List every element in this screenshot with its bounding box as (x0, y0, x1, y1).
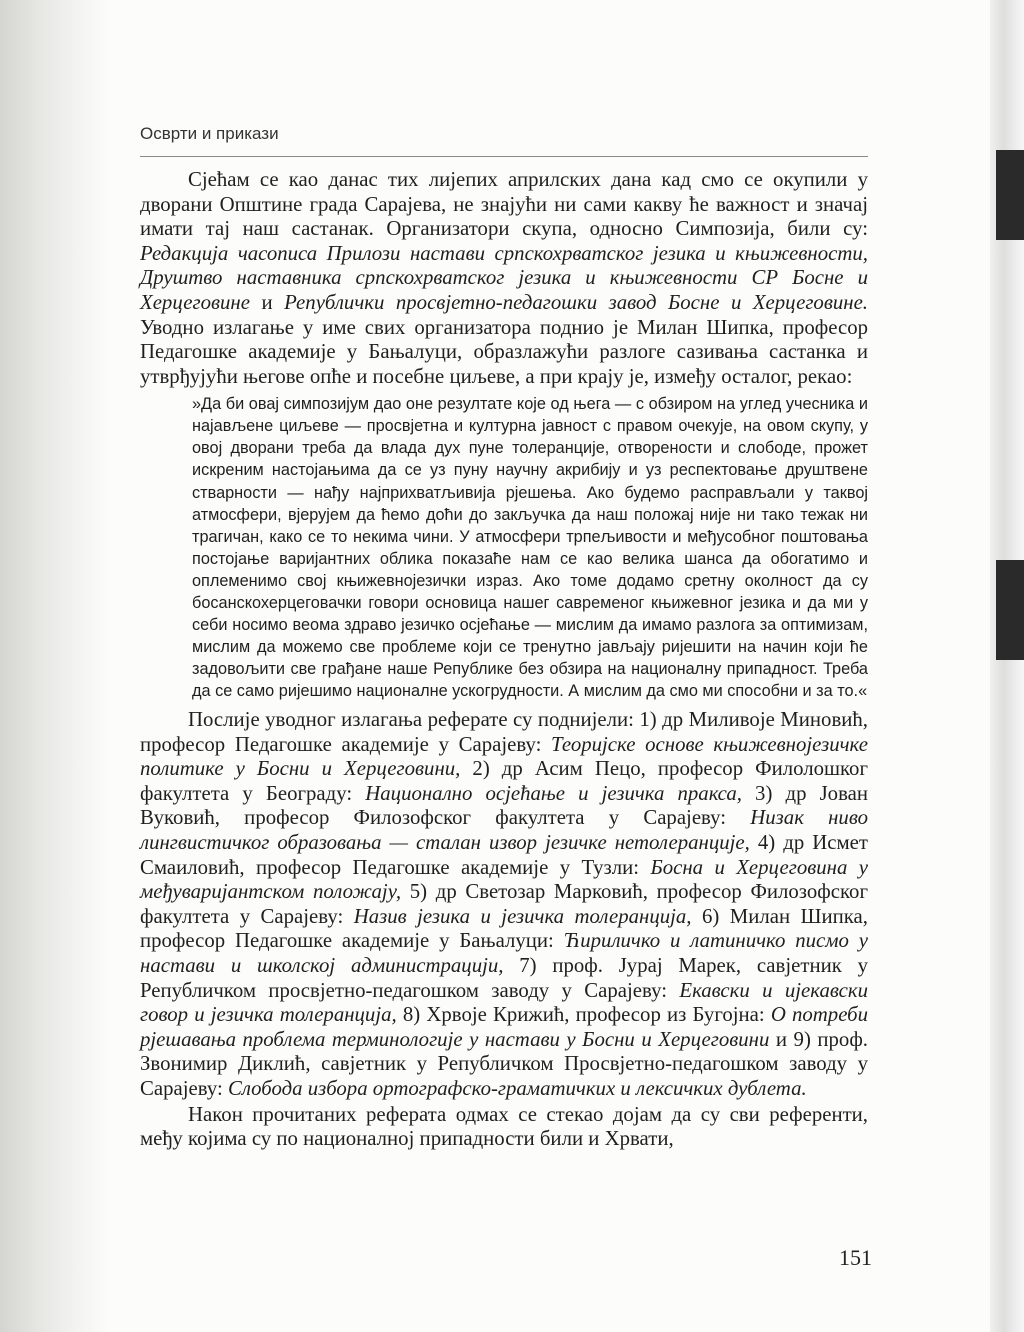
book-gutter-shadow (0, 0, 110, 1332)
header-rule (140, 156, 868, 157)
running-header: Осврти и прикази (140, 124, 279, 143)
edge-mark (996, 560, 1024, 660)
edge-mark (996, 150, 1024, 240)
body-text (140, 168, 868, 1152)
page-number: 151 (839, 1245, 872, 1270)
paragraph-intro: Сјећам се као данас тих лијепих априлских дана кад смо се окупили у дворани Општине града Сарајева, не знајући ни сами какву ће важност и значај имати тај наш састанак. Организатори скупа, односно Симпозија, били су: Редакција часописа Прилози настави српскохрватског језика и књижевности, Друштво наставника српскохрватског језика и књижевности СР Босне и Херцеговине и Републички просвјетно-педагошки завод Босне и Херцеговине. Уводно излагање у име свих организатора поднио је Милан Шипка, професор Педагошке академије у Бањалуци, образлажући разлоге сазивања састанка и утврђујући његове опће и посебне циљеве, а при крају је, између осталог, рекао: (140, 168, 869, 388)
paragraph-reports: Послије уводног излагања реферате су поднијели: 1) др Миливоје Миновић, професор Педагошке академије у Сарајеву: Теоријске основе књижевнојезичке политике у Босни и Херцеговини, 2) др Асим Пецо, професор Филолошког факултета у Београду: Национално осјећање и језичка пракса, 3) др Јован Вуковић, професор Филозофског факултета у Сарајеву: Низак ниво лингвистичког образовања — сталан извор језичке нетолеранције, 4) др Исмет Смаиловић, професор Педагошке академије у Тузли: Босна и Херцеговина у међуваријантском положају, 5) др Светозар Марковић, професор Филозофског факултета у Сарајеву: Назив језика и језичка толеранција, 6) Милан Шипка, професор Педагошке академије у Бањалуци: Ћириличко и латиничко писмо у настави и школској администрацији, 7) проф. Јурај Марек, савјетник у Републичком просвјетно-педагошком заводу у Сарајеву: Екавски и ијекавски говор и језичка толеранција, 8) Хрвоје Крижић, професор из Бугојна: О потреби рјешавања проблема терминологије у настави у Босни и Херцеговини и 9) проф. Звонимир Диклић, савјетник у Републичком Просвјетно-педагошком заводу у Сарајеву: Слобода избора ортографско-граматичких и лексичких дублета. (140, 708, 869, 1100)
paragraph-quote: »Да би овај симпозијум дао оне резултате које од њега — с обзиром на углед учесника и најављене циљеве — просвјетна и културна јавност с правом очекује, на овом скупу, у овој дворани треба да влада дух пуне толеранције, отворености и слободе, прожет искреним настојањима да се уз пуну научну акрибију и уз респектовање друштвене стварности — нађу најприхватљивија рјешења. Ако будемо расправљали у таквој атмосфери, вјерујем да ћемо доћи до закључка да наш положај није ни тако тежак ни трагичан, како се то некима чини. У атмосфери трпељивости и међусобног поштовања постојање варијантних облика показаће нам се као велика шанса да обогатимо и оплеменимо свој књижевнојезички израз. Ако томе додамо сретну околност да су босанскохерцеговачки говори основица нашег савременог књижевног језика и да ми у себи носимо веома здраво језичко осјећање — мислим да имамо разлога за оптимизам, мислим да можемо све проблеме који се тренутно јављају ријешити на начин који ће задовољити све грађане наше Републике без обзира на националну припадност. Треба да се само ријешимо националне ускогрудности. А мислим да смо ми способни и за то.« (192, 395, 868, 700)
paragraph-conclusion: Након прочитаних реферата одмах се стекао дојам да су сви референти, међу којима су по националној припадности били и Хрвати, (140, 1102, 868, 1151)
